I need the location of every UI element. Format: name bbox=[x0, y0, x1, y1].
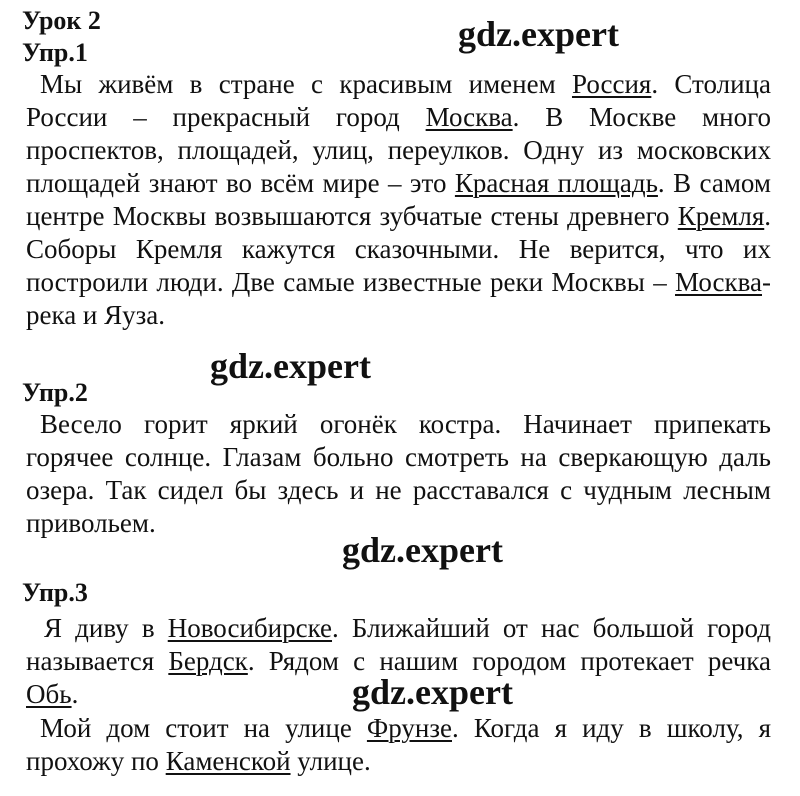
text-segment: . В самом центре Москвы возвышаются зубчатые стены древнего bbox=[26, 168, 772, 231]
text-segment: . Ближайший от нас большой город называется bbox=[26, 613, 771, 676]
underlined-word: Бердск bbox=[168, 646, 248, 676]
text-segment: . Соборы Кремля кажутся сказочными. Не верится, что их построили люди. Две самые известные реки Москвы – bbox=[26, 201, 771, 297]
text-segment: Мой дом стоит на улице bbox=[40, 713, 367, 743]
exercise-3-text-2 bbox=[26, 712, 771, 778]
watermark: gdz.expert bbox=[210, 346, 371, 386]
text-segment: . Когда я иду в школу, я прохожу по bbox=[26, 713, 771, 776]
lesson-title: Урок 2 bbox=[22, 6, 101, 35]
exercise-1-title: Упр.1 bbox=[22, 38, 88, 67]
text-segment: Я диву в bbox=[44, 613, 168, 643]
text-segment: -река и Яуза. bbox=[26, 267, 771, 330]
text-segment: . Столица России – прекрасный город bbox=[26, 69, 771, 132]
text-segment: улице. bbox=[290, 746, 371, 776]
underlined-word: Кремля bbox=[677, 201, 765, 231]
underlined-word: Красная площадь bbox=[454, 168, 658, 198]
underlined-word: Обь bbox=[26, 679, 72, 709]
text-segment: Весело горит яркий огонёк костра. Начинает припекать горячее солнце. Глазам больно смотреть на сверкающую даль озера. Так сидел бы здесь и не расставался с чудным лесным привольем. bbox=[26, 409, 771, 538]
watermark: gdz.expert bbox=[458, 14, 619, 54]
exercise-3-title: Упр.3 bbox=[22, 578, 88, 607]
underlined-word: Каменской bbox=[165, 746, 291, 776]
underlined-word: Москва bbox=[425, 102, 513, 132]
exercise-2-title: Упр.2 bbox=[22, 378, 88, 407]
watermark: gdz.expert bbox=[342, 530, 503, 570]
exercise-2-text bbox=[26, 408, 771, 540]
underlined-word: Новосибирске bbox=[167, 613, 333, 643]
underlined-word: Фрунзе bbox=[366, 713, 452, 743]
text-segment: . В Москве много проспектов, площадей, улиц, переулков. Одну из московских площадей знают во всём мире – это bbox=[26, 102, 771, 198]
watermark: gdz.expert bbox=[352, 672, 513, 712]
text-segment: . bbox=[71, 679, 79, 709]
underlined-word: Россия bbox=[571, 69, 652, 99]
exercise-1-text bbox=[26, 68, 771, 332]
text-segment: . Рядом с нашим городом протекает речка bbox=[247, 646, 772, 676]
text-segment: Мы живём в стране с красивым именем bbox=[40, 69, 572, 99]
underlined-word: Москва bbox=[675, 267, 762, 297]
